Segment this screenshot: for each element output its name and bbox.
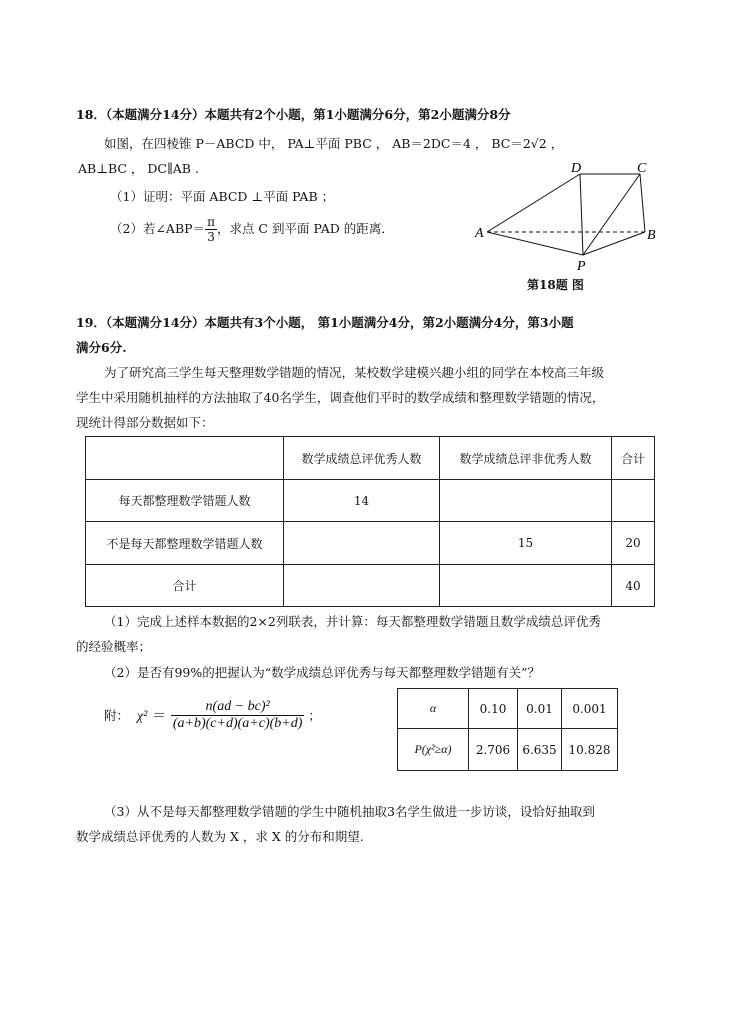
formula-denominator: (a+b)(c+d)(a+c)(b+d) <box>172 715 303 731</box>
q19-part1-line1: （1）完成上述样本数据的2×2列联表，并计算：每天都整理数学错题且数学成绩总评优秀 <box>104 614 601 629</box>
q19-part3-line2: 数学成绩总评优秀的人数为 X ，求 X 的分布和期望. <box>76 829 364 844</box>
formula-prefix: 附： <box>104 709 130 723</box>
edge-PB <box>583 232 645 255</box>
q18-part2 <box>110 215 394 244</box>
q18-part1: （1）证明：平面 ABCD ⊥平面 PAB ； <box>110 189 335 204</box>
table-cell: 0.10 <box>469 689 518 729</box>
label-C: C <box>637 161 647 176</box>
q19-intro-line2: 学生中采用随机抽样的方法抽取了40名学生，调查他们平时的数学成绩和整理数学错题的情况， <box>76 390 605 405</box>
label-A: A <box>475 226 484 241</box>
q19-intro-line1: 为了研究高三学生每天整理数学错题的情况，某校数学建模兴趣小组的同学在本校高三年级 <box>104 365 605 380</box>
table-cell: 不是每天都整理数学错题人数 <box>86 522 284 565</box>
q19-part1-line2: 的经验概率； <box>76 639 152 654</box>
table-cell <box>284 522 440 565</box>
formula-numerator: n(ad − bc)² <box>171 699 305 716</box>
table-cell <box>440 480 612 522</box>
edge-AP <box>487 232 583 255</box>
table-cell <box>612 480 655 522</box>
q18-part2-prefix: （2）若∠ABP＝ <box>110 221 206 236</box>
table-header-cell: 数学成绩总评优秀人数 <box>284 437 440 480</box>
edge-AD <box>487 174 580 232</box>
table-cell: 2.706 <box>469 729 518 771</box>
table-row <box>86 480 655 522</box>
table-row <box>398 689 618 729</box>
table-cell: 6.635 <box>518 729 562 771</box>
edge-CB <box>640 174 645 232</box>
formula-lhs: χ² ＝ <box>137 709 165 724</box>
table-cell: α <box>398 689 469 729</box>
chi-square-formula <box>104 690 321 740</box>
q18-line2: AB⊥BC ， DC∥AB . <box>78 161 199 176</box>
q18-part2-frac-num: π <box>207 215 215 229</box>
table-header-cell <box>86 437 284 480</box>
q19-heading-line2: 满分6分. <box>76 340 127 355</box>
table-cell: 0.001 <box>562 689 618 729</box>
q19-part2: （2）是否有99%的把握认为“数学成绩总评优秀与每天都整理数学错题有关”？ <box>104 665 541 680</box>
table-row <box>398 729 618 771</box>
table-cell <box>284 565 440 607</box>
table-header-cell: 数学成绩总评非优秀人数 <box>440 437 612 480</box>
table-header-row <box>86 437 655 480</box>
table-row <box>86 565 655 607</box>
table-cell: 40 <box>612 565 655 607</box>
contingency-table <box>85 436 655 607</box>
table-header-cell: 合计 <box>612 437 655 480</box>
q19-heading-line1: 19．（本题满分14分）本题共有3个小题， 第1小题满分4分，第2小题满分4分，第3小题 <box>76 315 574 330</box>
table-row <box>86 522 655 565</box>
critical-value-table <box>397 688 618 771</box>
q18-figure <box>470 160 670 272</box>
table-cell: P(χ²≥α) <box>398 729 469 771</box>
table-cell: 每天都整理数学错题人数 <box>86 480 284 522</box>
formula-suffix: ； <box>308 709 321 723</box>
table-cell: 14 <box>284 480 440 522</box>
table-cell: 合计 <box>86 565 284 607</box>
q18-line1: 如图，在四棱锥 P－ABCD 中， PA⊥平面 PBC ， AB＝2DC＝4 ， BC＝2√2 ， <box>104 136 564 151</box>
q18-part2-frac-den: 3 <box>207 230 215 244</box>
q18-heading: 18．（本题满分14分）本题共有2个小题，第1小题满分6分，第2小题满分8分 <box>76 107 511 122</box>
edge-CP <box>583 174 640 255</box>
table-cell <box>440 565 612 607</box>
label-D: D <box>571 161 582 176</box>
label-B: B <box>647 228 656 243</box>
label-P: P <box>577 259 586 272</box>
q19-part3-line1: （3）从不是每天都整理数学错题的学生中随机抽取3名学生做进一步访谈，设恰好抽取到 <box>104 804 595 819</box>
q18-part2-suffix: ，求点 C 到平面 PAD 的距离． <box>216 221 394 236</box>
q19-intro-line3: 现统计得部分数据如下： <box>76 415 214 430</box>
table-cell: 10.828 <box>562 729 618 771</box>
q18-figure-caption: 第18题 图 <box>527 278 584 292</box>
edge-DP <box>580 174 583 255</box>
table-cell: 20 <box>612 522 655 565</box>
table-cell: 0.01 <box>518 689 562 729</box>
table-cell: 15 <box>440 522 612 565</box>
